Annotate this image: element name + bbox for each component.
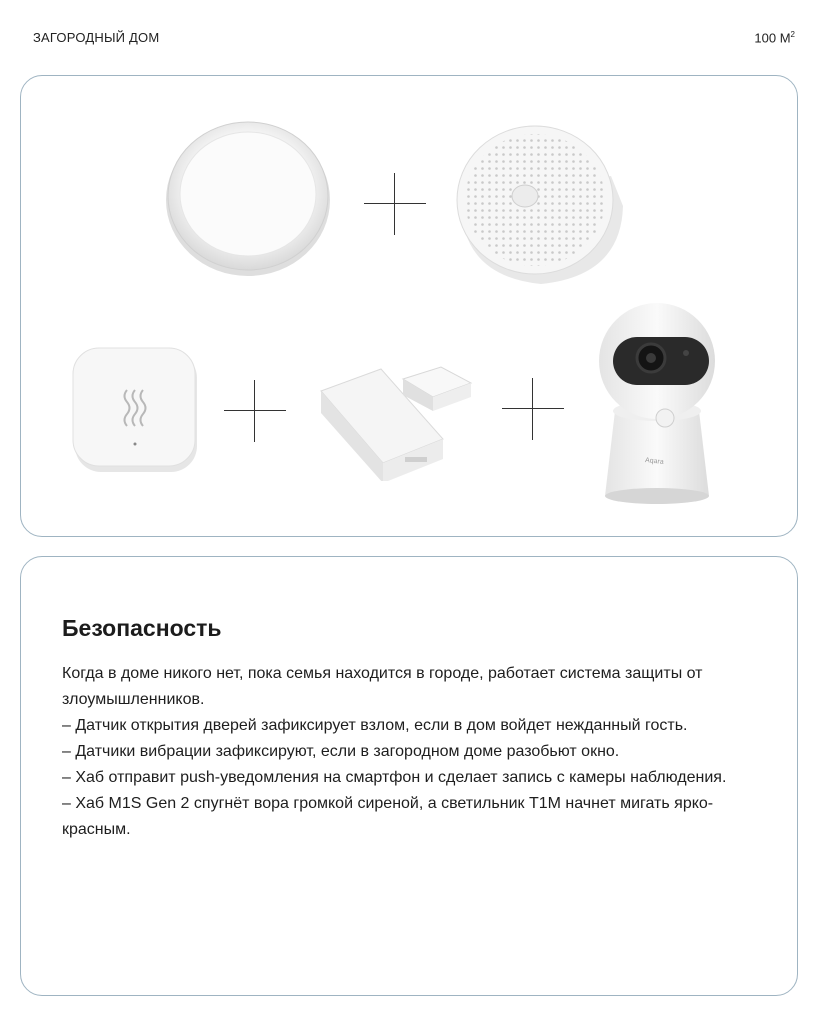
page-header-area: [754, 30, 795, 45]
plus-icon: [502, 378, 564, 440]
paragraph: – Хаб M1S Gen 2 спугнёт вора громкой сиреной, а светильник T1M начнет мигать ярко-красным.: [62, 795, 714, 838]
area-value: 100 М: [754, 30, 791, 46]
paragraph: – Датчики вибрации зафиксируют, если в загородном доме разобьют окно.: [62, 743, 620, 760]
smart-hub-icon: [451, 116, 631, 292]
area-unit-superscript: 2: [790, 30, 795, 39]
section-title: Безопасность: [62, 615, 222, 641]
brand-label: Aqara: [644, 457, 665, 466]
camera-hub-icon: [581, 301, 731, 506]
plus-icon: [364, 173, 426, 235]
paragraph: – Датчик открытия дверей зафиксирует взлом, если в дом войдет нежданный гость.: [62, 717, 688, 734]
ceiling-light-icon: [161, 114, 335, 278]
paragraph: – Хаб отправит push-уведомления на смартфон и сделает запись с камеры наблюдения.: [62, 769, 727, 786]
page-header-title: ЗАГОРОДНЫЙ ДОМ: [33, 30, 160, 45]
paragraph: Когда в доме никого нет, пока семья находится в городе, работает система защиты от злоумышленников.: [62, 665, 703, 708]
section-body: [62, 661, 762, 843]
security-card: [20, 556, 798, 996]
door-sensor-icon: [311, 351, 481, 481]
plus-icon: [224, 380, 286, 442]
products-card: [20, 75, 798, 537]
vibration-sensor-icon: [71, 346, 201, 476]
